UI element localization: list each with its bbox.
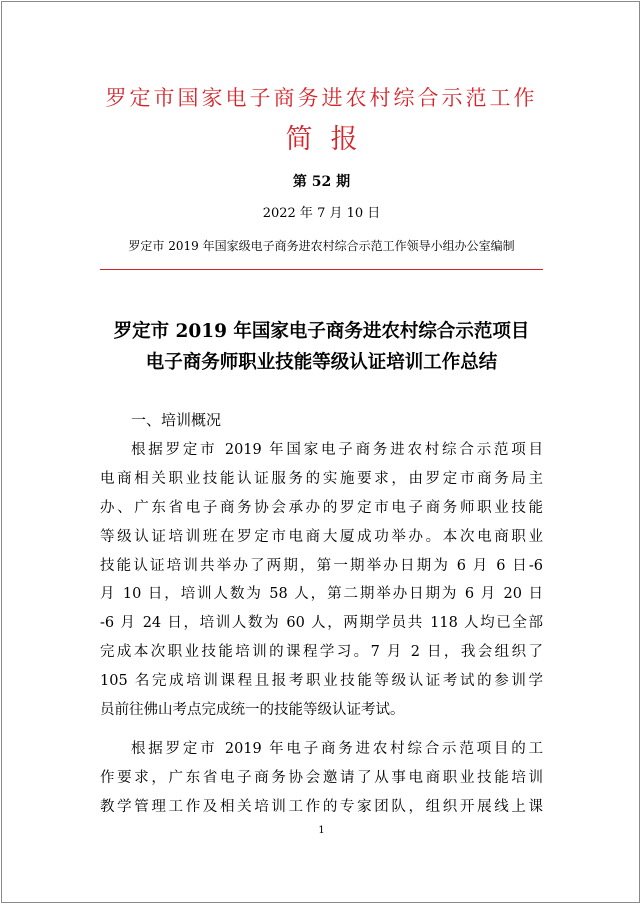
section-heading: 一、培训概况 <box>131 411 222 429</box>
paragraph-line: 根据罗定市 2019 年国家电子商务进农村综合示范项目 <box>131 442 543 458</box>
article-title-line: 电子商务师职业技能等级认证培训工作总结 <box>145 352 498 373</box>
paragraph-line: 等级认证培训班在罗定市电商大厦成功举办。本次电商职业 <box>100 528 543 545</box>
paragraph-line: 根据罗定市 2019 年电子商务进农村综合示范项目的工 <box>131 741 543 757</box>
article-title-line: 罗定市 2019 年国家电子商务进农村综合示范项目 <box>113 321 530 342</box>
paragraph-line: 员前往佛山考点完成统一的技能等级认证考试。 <box>100 702 405 719</box>
body-paragraph <box>100 735 543 822</box>
issue-number: 第 52 期 <box>292 174 351 190</box>
bulletin-name: 简报 <box>285 124 376 155</box>
article-title <box>0 316 643 378</box>
page-number: 1 <box>318 825 325 836</box>
paragraph-line: 办、广东省电子商务协会承办的罗定市电子商务师职业技能 <box>100 499 543 516</box>
paragraph-line: 教学管理工作及相关培训工作的专家团队，组织开展线上课 <box>100 798 543 815</box>
paragraph-line: 105 名完成培训课程且报考职业技能等级认证考试的参训学 <box>100 673 543 690</box>
issue-date: 2022 年 7 月 10 日 <box>262 206 381 221</box>
header-divider <box>100 269 543 270</box>
paragraph-line: 电商相关职业技能认证服务的实施要求，由罗定市商务局主 <box>100 470 543 487</box>
paragraph-line: 完成本次职业技能培训的课程学习。7 月 2 日，我会组织了 <box>100 644 543 661</box>
paragraph-line: 技能认证培训共举办了两期，第一期举办日期为 6 月 6 日-6 <box>100 557 543 574</box>
body-paragraph <box>100 436 543 725</box>
paragraph-line: -6 月 24 日，培训人数为 60 人，两期学员共 118 人均已全部 <box>100 615 543 632</box>
paragraph-line: 作要求，广东省电子商务协会邀请了从事电商职业技能培训 <box>100 769 543 786</box>
bulletin-organization: 罗定市国家电子商务进农村综合示范工作 <box>105 86 538 110</box>
editor-line: 罗定市 2019 年国家级电子商务进农村综合示范工作领导小组办公室编制 <box>128 239 515 253</box>
paragraph-line: 月 10 日，培训人数为 58 人，第二期举办日期为 6 月 20 日 <box>100 586 543 603</box>
